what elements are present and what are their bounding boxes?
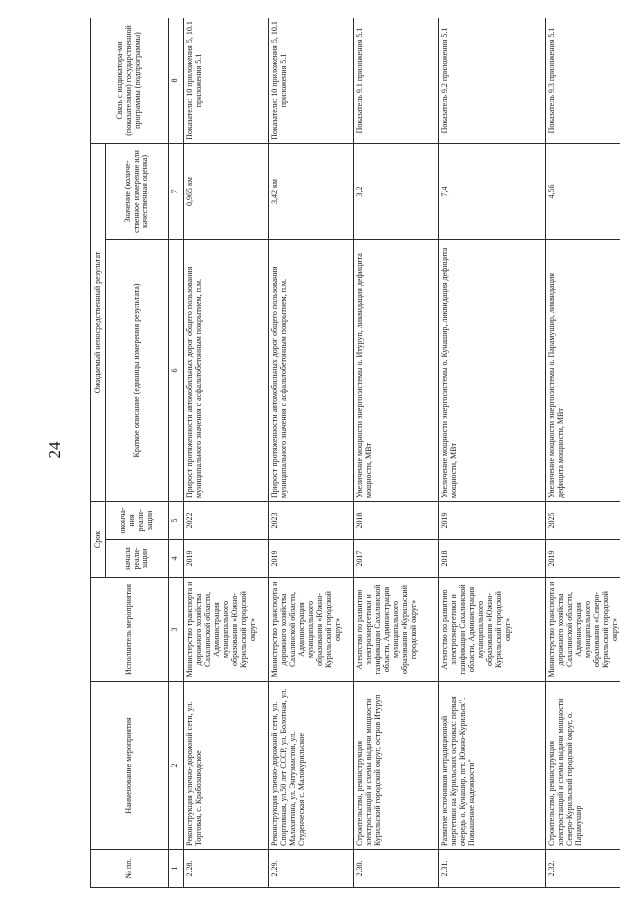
row-desc: Увеличение мощности энергосистемы о. Итуруп, ликвидация дефицита мощности, МВт (354, 239, 439, 501)
row-end: 2025 (546, 501, 621, 539)
row-link: Показатель 9.2 приложения 5.1 (439, 18, 546, 143)
row-start: 2018 (439, 540, 546, 578)
row-num: 2.30. (354, 850, 439, 888)
row-end: 2022 (184, 501, 269, 539)
row-num: 2.31. (439, 850, 546, 888)
row-end: 2023 (269, 501, 354, 539)
row-value: 7,4 (439, 143, 546, 239)
row-link: Показатели: 10 приложения 5, 10.1 приложения 5.1 (184, 18, 269, 143)
row-desc: Прирост протяженности автомобильных дорог общего пользования муниципального значения с асфальтобетонным покрытием, п.м. (184, 239, 269, 501)
row-value: 3,2 (354, 143, 439, 239)
column-number: 8 (169, 18, 184, 143)
header-link: Связь с индикатора-ми (показателями) государственной программы (подпрограммы) (91, 18, 169, 143)
row-name: Строительство, реконструкция электростанций и схемы выдачи мощности Курильский городской округ, остров Итуруп (354, 682, 439, 850)
row-value: 4,56 (546, 143, 621, 239)
row-start: 2019 (184, 540, 269, 578)
row-num: 2.28. (184, 850, 269, 888)
header-value: Значение (количе-ственное измерение или качественная оценка) (106, 143, 169, 239)
row-num: 2.29. (269, 850, 354, 888)
row-link: Показатель 9.3 приложения 5.1 (546, 18, 621, 143)
table-row (354, 18, 439, 888)
column-number: 7 (169, 143, 184, 239)
column-number: 1 (169, 850, 184, 888)
page-number: 24 (45, 441, 64, 459)
row-executor: Министерство транспорта и дорожного хозяйства Сахалинской области, Администрация муниципального образования «Северо-Курильский городской округ» (546, 578, 621, 682)
column-number: 6 (169, 239, 184, 501)
row-link: Показатель 9.1 приложения 5.1 (354, 18, 439, 143)
column-number: 4 (169, 540, 184, 578)
header-name: Наименование мероприятия (91, 682, 169, 850)
row-value: 3,42 км (269, 143, 354, 239)
row-start: 2017 (354, 540, 439, 578)
row-name: Строительство, реконструкция электростанций и схемы выдачи мощности Северо-Курильский городской округ, о. Парамушир (546, 682, 621, 850)
row-executor: Министерство транспорта и дорожного хозяйства Сахалинской области, Администрация муниципального образования «Южно-Курильский городской округ» (269, 578, 354, 682)
table-rotation-frame (90, 18, 620, 888)
row-end: 2018 (354, 501, 439, 539)
header-desc: Краткое описание (единицы измерения результата) (106, 239, 169, 501)
table-row (269, 18, 354, 888)
rotated-table-area (90, 18, 620, 888)
header-row-1 (91, 18, 106, 888)
column-number: 2 (169, 682, 184, 850)
row-link: Показатели: 10 приложения 5, 10.1 приложения 5.1 (269, 18, 354, 143)
table-row (439, 18, 546, 888)
row-name: Развитие источников нетрадиционной энергетики на Курильских островах: первая очередь о. Кунашир, пгт. Южно-Курильск". Повышение надежности" (439, 682, 546, 850)
header-numbers-row (169, 18, 184, 888)
row-num: 2.32. (546, 850, 621, 888)
row-executor: Агентство по развитию электроэнергетики и газификации Сахалинской области, Администрация муниципального образования «Южно-Курильский городской округ» (439, 578, 546, 682)
row-start: 2019 (269, 540, 354, 578)
row-desc: Прирост протяженности автомобильных дорог общего пользования муниципального значения с асфальтобетонным покрытием, п.м. (269, 239, 354, 501)
row-executor: Министерство транспорта и дорожного хозяйства Сахалинской области, Администрация муниципального образования «Южно-Курильский городской округ» (184, 578, 269, 682)
column-number: 5 (169, 501, 184, 539)
row-name: Реконструкция улично-дорожной сети, ул. Спортивная, ул.50 лет СССР, ул. Болотная, ул. Малахитина, ул. Энтузиастов, ул. Студенческая с. Малокурильское (269, 682, 354, 850)
row-executor: Агентство по развитию электроэнергетики и газификации Сахалинской области, Администрация муниципального образования «Курильский городской округ» (354, 578, 439, 682)
table-row (184, 18, 269, 888)
header-end: оконча-ния реали-зации (106, 501, 169, 539)
row-value: 0,965 км (184, 143, 269, 239)
row-desc: Увеличение мощности энергосистемы о. Парамушир, ликвидация дефицита мощности, МВт (546, 239, 621, 501)
header-result: Ожидаемый непосредственный результат (91, 143, 106, 501)
header-start: начала реали-зации (106, 540, 169, 578)
header-executor: Исполнитель мероприятия (91, 578, 169, 682)
table-row (546, 18, 621, 888)
measures-table (90, 18, 620, 888)
row-start: 2019 (546, 540, 621, 578)
header-term: Срок (91, 501, 106, 577)
row-desc: Увеличение мощности энергосистемы о. Кунашир, ликвидация дефицита мощности, МВт (439, 239, 546, 501)
column-number: 3 (169, 578, 184, 682)
header-num: № пп. (91, 850, 169, 888)
row-name: Реконструкция улично-дорожной сети, ул. Торговая, с. Крабозаводское (184, 682, 269, 850)
row-end: 2019 (439, 501, 546, 539)
